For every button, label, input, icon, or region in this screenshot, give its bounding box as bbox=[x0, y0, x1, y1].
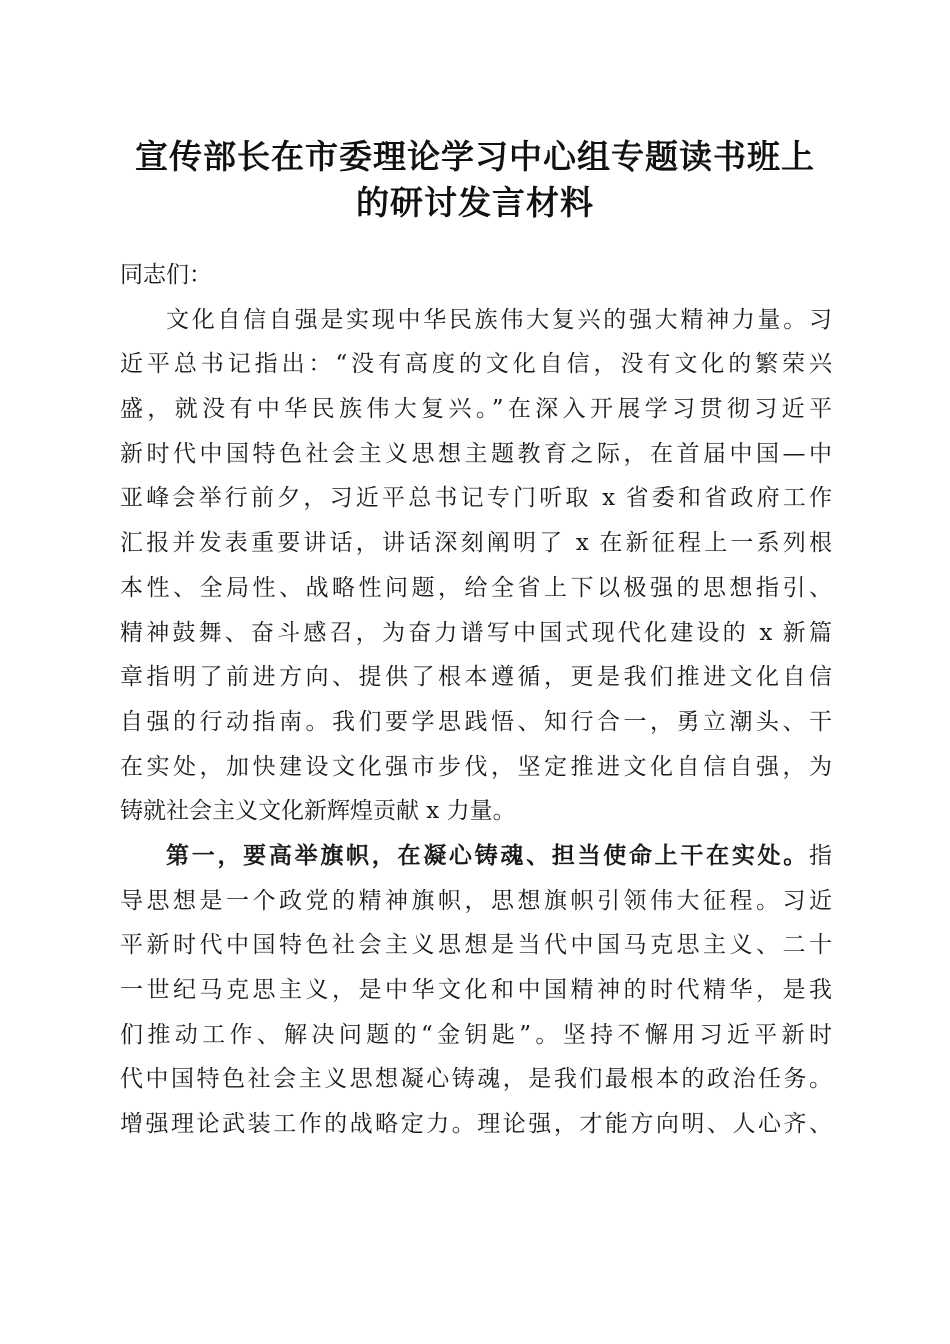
paragraph-line: 在实处，加快建设文化强市步伐，坚定推进文化自信自强，为 bbox=[120, 753, 832, 780]
paragraph-line: 新时代中国特色社会主义思想主题教育之际，在首届中国—中 bbox=[120, 440, 832, 467]
paragraph-first-line bbox=[120, 834, 832, 879]
paragraph-line: 一世纪马克思主义，是中华文化和中国精神的时代精华，是我 bbox=[120, 977, 832, 1003]
title-line-2: 的研讨发言材料 bbox=[356, 183, 594, 222]
paragraph-line: 精神鼓舞、奋斗感召，为奋力谱写中国式现代化建设的 x 新篇 bbox=[120, 619, 832, 646]
heading-tail: 指 bbox=[809, 842, 832, 869]
document-title bbox=[80, 134, 870, 226]
paragraph-line: 铸就社会主义文化新辉煌贡献 x 力量。 bbox=[120, 798, 516, 825]
paragraph-line: 增强理论武装工作的战略定力。理论强，才能方向明、人心齐、 bbox=[120, 1111, 832, 1138]
title-line-1: 宣传部长在市委理论学习中心组专题读书班上 bbox=[135, 137, 815, 176]
paragraph-line: 汇报并发表重要讲话，讲话深刻阐明了 x 在新征程上一系列根 bbox=[120, 530, 832, 557]
paragraph-line: 文化自信自强是实现中华民族伟大复兴的强大精神力量。习 bbox=[166, 306, 832, 333]
paragraph-line: 章指明了前进方向、提供了根本遵循，更是我们推进文化自信 bbox=[120, 664, 832, 691]
document-body bbox=[120, 253, 832, 1147]
paragraph-2 bbox=[120, 834, 832, 1147]
paragraph-line: 代中国特色社会主义思想凝心铸魂，是我们最根本的政治任务。 bbox=[120, 1066, 832, 1093]
paragraph-line: 盛，就没有中华民族伟大复兴。”在深入开展学习贯彻习近平 bbox=[120, 396, 832, 423]
paragraph-line: 近平总书记指出：“没有高度的文化自信，没有文化的繁荣兴 bbox=[120, 351, 832, 378]
paragraph-line: 亚峰会举行前夕，习近平总书记专门听取 x 省委和省政府工作 bbox=[120, 485, 832, 512]
paragraph-line: 本性、全局性、战略性问题，给全省上下以极强的思想指引、 bbox=[120, 574, 832, 601]
paragraph-line: 们推动工作、解决问题的“金钥匙”。坚持不懈用习近平新时 bbox=[120, 1021, 832, 1048]
section-heading: 第一，要高举旗帜，在凝心铸魂、担当使命上干在实处。 bbox=[166, 841, 809, 869]
paragraph-line: 导思想是一个政党的精神旗帜，思想旗帜引领伟大征程。习近 bbox=[120, 887, 832, 914]
paragraph-line: 平新时代中国特色社会主义思想是当代中国马克思主义、二十 bbox=[120, 932, 832, 959]
paragraph-line: 自强的行动指南。我们要学思践悟、知行合一，勇立潮头、干 bbox=[120, 708, 832, 735]
salutation: 同志们： bbox=[120, 262, 212, 288]
paragraph-1 bbox=[120, 298, 832, 834]
